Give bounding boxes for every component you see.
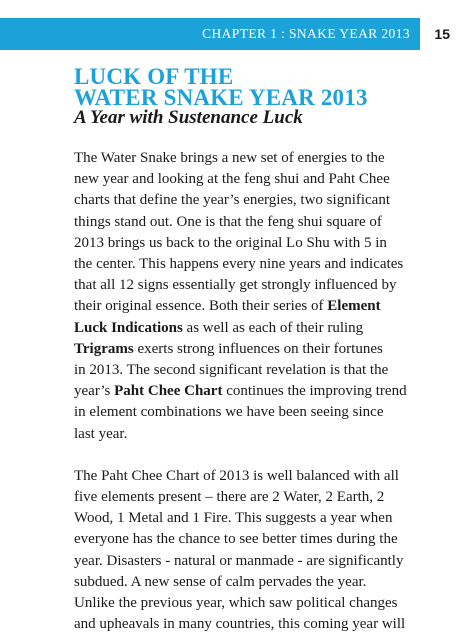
bold-term-element: Element	[327, 298, 381, 315]
text-line	[74, 190, 414, 211]
chapter-label: CHAPTER 1 : SNAKE YEAR 2013	[202, 26, 410, 41]
text-line: The Paht Chee Chart of 2013 is well balanced with all	[74, 467, 399, 484]
chapter-header-bar	[0, 18, 420, 50]
text-run: things stand out. One is that the feng shui square of	[74, 213, 382, 230]
text-run: in 2013. The second significant revelation is that the	[74, 362, 389, 379]
text-line: Wood, 1 Metal and 1 Fire. This suggests a year when	[74, 510, 393, 527]
text-line	[74, 254, 414, 275]
text-line	[74, 339, 414, 360]
text-line	[74, 360, 414, 381]
paragraph-gap	[74, 445, 414, 466]
bold-term-paht-chee-chart: Paht Chee Chart	[114, 383, 223, 400]
text-line: and upheavals in many countries, this coming year will	[74, 616, 406, 633]
title-line-1: LUCK OF THE	[74, 64, 234, 89]
text-run: continues the improving trend	[222, 383, 407, 400]
text-run: new year and looking at the feng shui and Paht Chee	[74, 171, 390, 188]
text-line	[74, 212, 414, 233]
text-line	[74, 233, 414, 254]
text-run: charts that define the year’s energies, two significant	[74, 192, 391, 209]
body-text	[74, 148, 414, 635]
text-line	[74, 148, 414, 169]
text-line	[74, 169, 414, 190]
text-run: their original essence. Both their series of	[74, 298, 328, 315]
paragraph-2	[74, 466, 414, 635]
text-line	[74, 402, 414, 423]
text-line: year. Disasters - natural or manmade - are significantly	[74, 552, 404, 569]
text-line: subdued. A new sense of calm pervades the year.	[74, 573, 367, 590]
text-run: exerts strong influences on their fortunes	[133, 340, 383, 357]
text-line	[74, 381, 414, 402]
text-run: the center. This happens every nine years and indicates	[74, 256, 404, 273]
bold-term-luck-indications: Luck Indications	[74, 319, 183, 336]
text-run: in element combinations we have been seeing since	[74, 404, 384, 421]
text-run: 2013 brings us back to the original Lo Shu with 5 in	[74, 234, 387, 251]
bold-term-trigrams: Trigrams	[74, 340, 134, 357]
title-line-2: WATER SNAKE YEAR 2013	[74, 85, 368, 110]
text-run: last year.	[74, 425, 128, 442]
text-run: The Water Snake brings a new set of energies to the	[74, 150, 385, 166]
page-subtitle: A Year with Sustenance Luck	[74, 107, 303, 128]
text-line	[74, 296, 414, 317]
text-run: year’s	[74, 383, 115, 400]
text-line	[74, 424, 414, 445]
page-number: 15	[434, 26, 450, 42]
text-run: that all 12 signs essentially get strongly influenced by	[74, 277, 397, 294]
text-line: five elements present – there are 2 Water, 2 Earth, 2	[74, 489, 385, 506]
text-line	[74, 318, 414, 339]
page-title	[74, 66, 368, 108]
text-line: everyone has the chance to see better times during the	[74, 531, 398, 548]
text-run: as well as each of their ruling	[182, 319, 364, 336]
paragraph-1	[74, 148, 414, 445]
text-line	[74, 275, 414, 296]
text-line: Unlike the previous year, which saw political changes	[74, 595, 398, 612]
